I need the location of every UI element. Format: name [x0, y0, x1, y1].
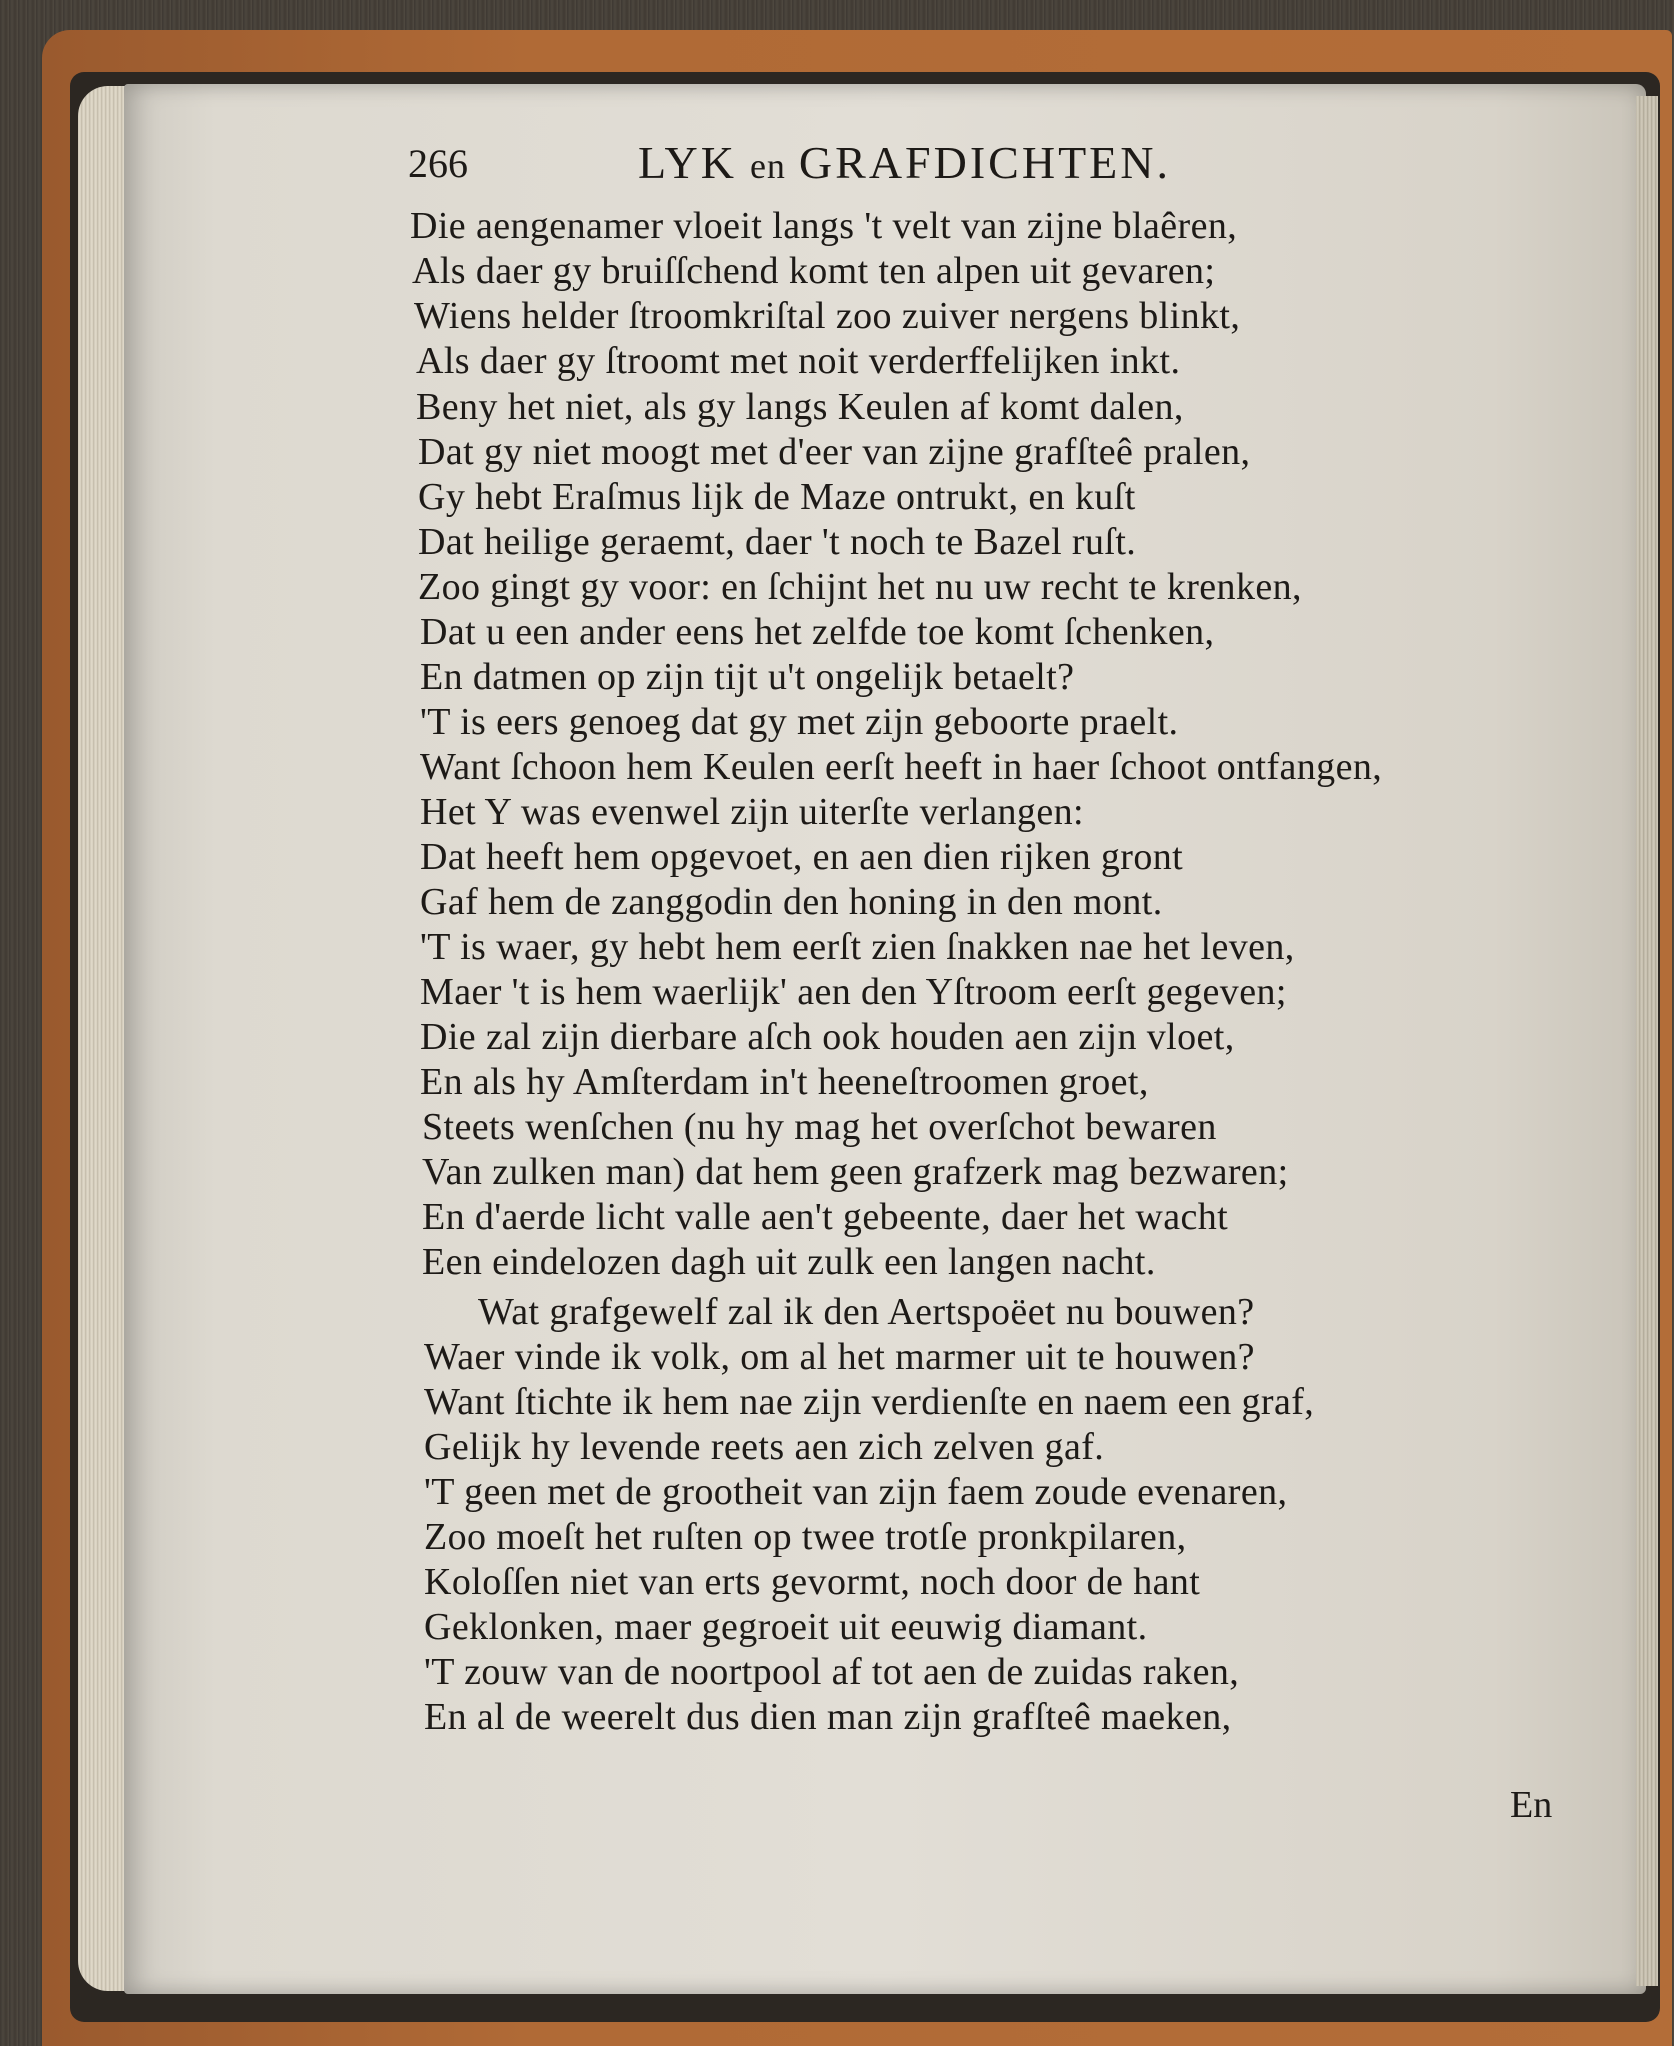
poem-line: Koloſſen niet van erts gevormt, noch door de hant [424, 1561, 1201, 1603]
poem-line: Gy hebt Eraſmus lijk de Maze ontrukt, en kuſt [418, 476, 1136, 518]
poem-line: Dat heeft hem opgevoet, en aen dien rijken gront [420, 836, 1184, 878]
poem-line: En als hy Amſterdam in't heeneſtroomen groet, [420, 1061, 1149, 1103]
running-header [408, 137, 1388, 200]
poem-line: Waer vinde ik volk, om al het marmer uit te houwen? [424, 1336, 1255, 1378]
poem-line: En al de weerelt dus dien man zijn grafſteê maeken, [424, 1696, 1232, 1738]
catchword: En [1510, 1784, 1553, 1826]
poem-line: Want ſtichte ik hem nae zijn verdienſte en naem een graf, [424, 1381, 1315, 1423]
poem-line-indented: Wat grafgewelf zal ik den Aertspoëet nu bouwen? [478, 1291, 1255, 1333]
poem-line: Wiens helder ſtroomkriſtal zoo zuiver nergens blinkt, [414, 295, 1241, 337]
title-en: en [749, 146, 786, 186]
poem-line: Een eindelozen dagh uit zulk een langen nacht. [422, 1241, 1156, 1283]
title-grafdichten: GRAFDICHTEN. [798, 137, 1171, 188]
poem-line: Dat heilige geraemt, daer 't noch te Bazel ruſt. [418, 521, 1137, 563]
poem-line: Die aengenamer vloeit langs 't velt van zijne blaêren, [410, 205, 1238, 247]
poem-line: 'T is waer, gy hebt hem eerſt zien ſnakken nae het leven, [420, 926, 1295, 968]
poem-line: Gaf hem de zanggodin den honing in den mont. [420, 881, 1163, 923]
poem-line: Zoo moeſt het ruſten op twee trotſe pronkpilaren, [424, 1516, 1187, 1558]
poem-line: En datmen op zijn tijt u't ongelijk betaelt? [420, 656, 1075, 698]
poem-line: Gelijk hy levende reets aen zich zelven gaf. [424, 1426, 1105, 1468]
poem-line: Dat u een ander eens het zelfde toe komt ſchenken, [420, 611, 1215, 653]
poem-line: En d'aerde licht valle aen't gebeente, daer het wacht [422, 1196, 1229, 1238]
poem-line: Het Y was evenwel zijn uiterſte verlangen: [420, 791, 1084, 833]
running-title [638, 136, 1171, 189]
poem-line: Geklonken, maer gegroeit uit eeuwig diamant. [424, 1606, 1148, 1648]
poem-line: 'T is eers genoeg dat gy met zijn geboorte praelt. [420, 701, 1179, 743]
poem-line: Dat gy niet moogt met d'eer van zijne grafſteê pralen, [418, 431, 1251, 473]
poem-line: Beny het niet, als gy langs Keulen af komt dalen, [416, 386, 1184, 428]
poem-line: Van zulken man) dat hem geen grafzerk mag bezwaren; [422, 1151, 1289, 1193]
poem-line: Als daer gy ſtroomt met noit verderffelijken inkt. [416, 340, 1181, 382]
poem-line: Die zal zijn dierbare aſch ook houden aen zijn vloet, [420, 1016, 1235, 1058]
poem-line: Want ſchoon hem Keulen eerſt heeft in haer ſchoot ontfangen, [420, 746, 1383, 788]
title-lyk: LYK [638, 137, 737, 188]
poem-line: 'T geen met de grootheit van zijn faem zoude evenaren, [424, 1471, 1288, 1513]
poem-line: 'T zouw van de noortpool af tot aen de zuidas raken, [424, 1651, 1240, 1693]
poem-line: Maer 't is hem waerlijk' aen den Yſtroom eerſt gegeven; [420, 971, 1287, 1013]
poem-line: Zoo gingt gy voor: en ſchijnt het nu uw recht te krenken, [418, 566, 1302, 608]
page-number: 266 [408, 141, 468, 186]
poem-line: Steets wenſchen (nu hy mag het overſchot bewaren [422, 1106, 1217, 1148]
poem-line: Als daer gy bruiſſchend komt ten alpen uit gevaren; [412, 250, 1216, 292]
